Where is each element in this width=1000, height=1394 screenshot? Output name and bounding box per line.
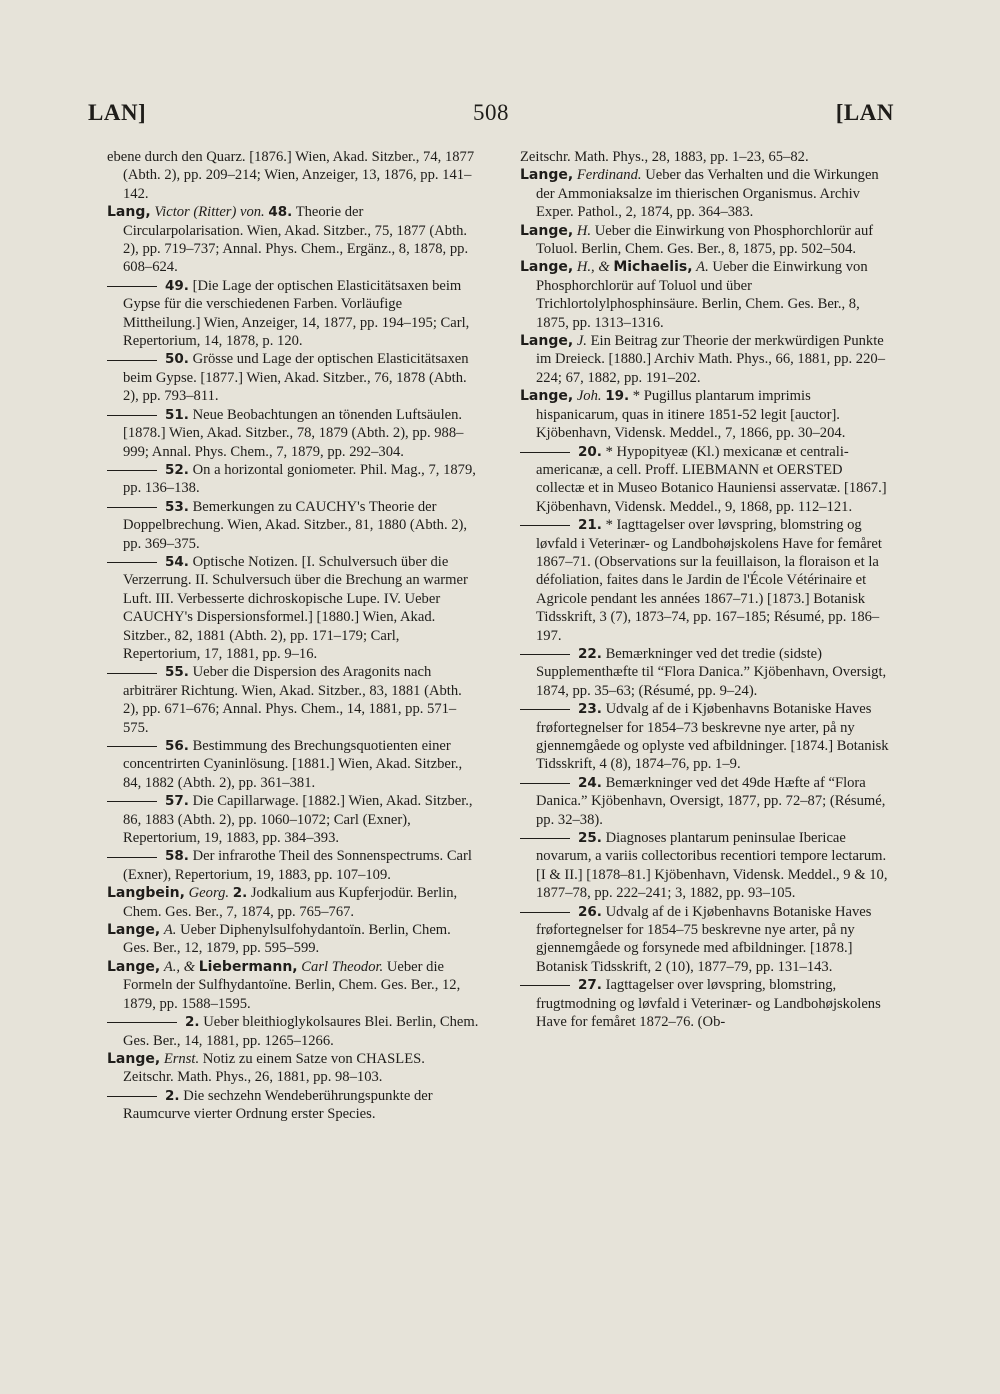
entry-text: Bemærkninger ved det 49de Hæfte af “Flora Danica.” Kjöbenhavn, Oversigt, 1877, pp. 72–87; (Résumé, pp. 32–38).: [536, 774, 886, 828]
ditto-rule: [520, 838, 570, 839]
author-surname: Lange,: [107, 922, 161, 939]
ditto-rule: [520, 452, 570, 453]
author-surname: Lange,: [520, 167, 574, 184]
header-left: LAN]: [88, 100, 147, 125]
ditto-rule: [107, 746, 157, 747]
entry-number: 54.: [165, 553, 189, 570]
bibliography-entry: [520, 332, 892, 387]
bibliography-entry: [520, 774, 892, 829]
ditto-rule: [107, 286, 157, 287]
left-column: [107, 148, 479, 1124]
entry-number: 2.: [165, 1087, 180, 1104]
bibliography-entry: [107, 958, 479, 1013]
ditto-rule: [520, 525, 570, 526]
entry-text: Iagttagelser over løvspring, blomstring, frugtmodning og løvfald i Veterinær- og Landbohøjskolens Have for femåret 1872–76. (Ob-: [536, 977, 881, 1031]
entry-number: 27.: [578, 977, 602, 994]
bibliography-entry: [107, 406, 479, 461]
entry-number: 2.: [185, 1014, 200, 1031]
author-given-name: Ernst.: [163, 1050, 200, 1067]
entry-number: 52.: [165, 461, 189, 478]
entry-text: [Die Lage der optischen Elasticitätsaxen beim Gypse für die verschiedenen Farben. Vorläufige Mittheilung.] Wien, Anzeiger, 14, 1877, pp. 194–195; Carl, Repertorium, 14, 1878, p. 120.: [123, 277, 470, 350]
ditto-rule: [107, 1096, 157, 1097]
entry-text: * Pugillus plantarum imprimis hispanicarum, quas in itinere 1851-52 legit [auctor]. Kjöbenhavn, Vidensk. Meddel., 7, 1866, pp. 30–204.: [536, 388, 846, 442]
bibliography-entry: [107, 921, 479, 958]
bibliography-entry: [107, 737, 479, 792]
entry-text: Ueber die Dispersion des Aragonits nach arbiträrer Richtung. Wien, Akad. Sitzber., 83, 1881 (Abth. 2), pp. 671–676; Annal. Phys. Chem., 14, 1881, pp. 571–575.: [123, 664, 462, 736]
entry-text: Die Capillarwage. [1882.] Wien, Akad. Sitzber., 86, 1883 (Abth. 2), pp. 1060–1072; Carl (Exner), Repertorium, 19, 1883, pp. 384–393.: [123, 793, 473, 847]
bibliography-entry: [520, 516, 892, 645]
bibliography-entry: [107, 1050, 479, 1087]
ditto-rule: [107, 470, 157, 471]
entry-number: 22.: [578, 645, 602, 662]
bibliography-entry: [520, 258, 892, 332]
bibliography-entry: [107, 498, 479, 553]
bibliography-entry: [107, 792, 479, 847]
bibliography-entry: [107, 847, 479, 884]
bibliography-entry: [520, 976, 892, 1031]
author-surname: Lange,: [520, 222, 574, 239]
entry-number: 2.: [232, 885, 248, 902]
entry-number: 57.: [165, 793, 189, 810]
coauthor-surname: Michaelis,: [613, 259, 693, 276]
author-surname: Lange,: [520, 259, 574, 276]
entry-text: Ueber die Einwirkung von Phosphorchlorür auf Toluol. Berlin, Chem. Ges. Ber., 8, 1875, pp. 502–504.: [536, 222, 874, 258]
author-surname: Lange,: [107, 1050, 161, 1067]
entry-number: 50.: [165, 351, 189, 368]
entry-text: Ueber Diphenylsulfohydantoïn. Berlin, Chem. Ges. Ber., 12, 1879, pp. 595–599.: [123, 922, 451, 957]
entry-number: 19.: [605, 388, 630, 405]
bibliography-entry: [520, 148, 892, 166]
bibliography-entry: [520, 443, 892, 517]
bibliography-entry: [107, 350, 479, 405]
entry-text: Bestimmung des Brechungsquotienten einer concentrirten Cyaninlösung. [1881.] Wien, Akad. Sitzber., 84, 1882 (Abth. 2), pp. 361–381.: [123, 738, 463, 791]
bibliography-entry: [107, 663, 479, 737]
coauthor-given-name: A.: [696, 259, 709, 276]
entry-text: Udvalg af de i Kjøbenhavns Botaniske Haves frøfortegnelser for 1854–73 beskrevne nye arter, på ny gjennemgåede og oplyste ved afbildninger. [1874.] Botanisk Tidsskrift, 4 (8), 1874–76, pp. 1–9.: [536, 701, 889, 773]
author-surname: Lange,: [520, 333, 574, 350]
right-column: [520, 148, 892, 1032]
entry-text: Der infrarothe Theil des Sonnenspectrums. Carl (Exner), Repertorium, 19, 1883, pp. 107–109.: [123, 848, 472, 883]
entry-number: 24.: [578, 774, 602, 791]
ditto-rule: [520, 783, 570, 784]
bibliography-entry: [520, 645, 892, 700]
entry-text: Theorie der Circularpolarisation. Wien, Akad. Sitzber., 75, 1877 (Abth. 2), pp. 719–737; Annal. Phys. Chem., Ergänz., 8, 1878, pp. 608–624.: [123, 204, 469, 276]
entry-number: 56.: [165, 738, 189, 754]
entry-text: Ueber die Formeln der Sulfhydantoïne. Berlin, Chem. Ges. Ber., 12, 1879, pp. 1588–1595.: [123, 958, 461, 1012]
entry-number: 20.: [578, 443, 602, 460]
bibliography-entry: [107, 461, 479, 498]
bibliography-entry: [520, 166, 892, 221]
entry-text: Bemærkninger ved det tredie (sidste) Supplementhæfte til “Flora Danica.” Kjöbenhavn, Oversigt, 1874, pp. 35–63; (Résumé, pp. 9–24).: [536, 645, 887, 699]
entry-text: Ueber das Verhalten und die Wirkungen der Ammoniaksalze im thierischen Organismus. Archiv Exper. Pathol., 2, 1874, pp. 364–383.: [536, 167, 879, 221]
author-given-name: J.: [576, 333, 587, 350]
entry-number: 51.: [165, 406, 189, 423]
header-right: [LAN: [835, 100, 894, 125]
author-surname: Lang,: [107, 204, 151, 221]
ditto-rule: [107, 857, 157, 858]
author-given-name: Georg.: [188, 885, 230, 902]
entry-text: Diagnoses plantarum peninsulae Ibericae novarum, a variis collectoribus recentiori tempore lectarum. [I & II.] [1878–81.] Kjöbenhavn, Vidensk. Meddel., 9 & 10, 1877–78, pp. 222–241; 3, 1882, pp. 93–105.: [536, 830, 888, 902]
ditto-rule: [520, 654, 570, 655]
bibliography-entry: [520, 222, 892, 259]
author-given-name: Joh.: [576, 388, 602, 405]
entry-text: On a horizontal goniometer. Phil. Mag., 7, 1879, pp. 136–138.: [123, 461, 476, 497]
bibliography-entry: [107, 148, 479, 203]
ditto-rule: [520, 985, 570, 986]
entry-text: Zeitschr. Math. Phys., 28, 1883, pp. 1–23, 65–82.: [520, 149, 809, 165]
page-number: 508: [473, 100, 509, 125]
entry-text: Notiz zu einem Satze von CHASLES. Zeitschr. Math. Phys., 26, 1881, pp. 98–103.: [123, 1050, 425, 1086]
ditto-rule: [107, 801, 157, 802]
bibliography-entry: [520, 903, 892, 977]
author-given-name: A.: [163, 922, 177, 939]
ditto-rule: [107, 507, 157, 508]
author-given-name: A., &: [163, 958, 196, 975]
ditto-rule: [107, 415, 157, 416]
ditto-rule: [107, 1022, 177, 1023]
entry-text: Ueber bleithioglykolsaures Blei. Berlin, Chem. Ges. Ber., 14, 1881, pp. 1265–1266.: [123, 1014, 479, 1049]
entry-text: * Hypopityeæ (Kl.) mexicanæ et centrali-americanæ, a cell. Proff. LIEBMANN et OERSTED collectæ et in Museo Botanico Hauniensi asservatæ. [1867.] Kjöbenhavn, Vidensk. Meddel., 9, 1868, pp. 112–121.: [536, 443, 887, 515]
author-given-name: Victor (Ritter) von.: [154, 204, 265, 221]
entry-number: 58.: [165, 848, 189, 865]
entry-number: 25.: [578, 830, 602, 847]
entry-number: 48.: [268, 204, 293, 221]
coauthor-surname: Liebermann,: [198, 958, 298, 975]
ditto-rule: [520, 912, 570, 913]
bibliography-entry: [107, 203, 479, 277]
bibliography-entry: [107, 1087, 479, 1124]
entry-text: Bemerkungen zu CAUCHY's Theorie der Doppelbrechung. Wien, Akad. Sitzber., 81, 1880 (Abth. 2), pp. 369–375.: [123, 498, 468, 552]
bibliography-entry: [520, 829, 892, 903]
bibliography-entry: [107, 277, 479, 351]
entry-text: Grösse und Lage der optischen Elasticitätsaxen beim Gypse. [1877.] Wien, Akad. Sitzber., 76, 1878 (Abth. 2), pp. 793–811.: [123, 351, 469, 405]
entry-text: Optische Notizen. [I. Schulversuch über die Verzerrung. II. Schulversuch über die Brechung an warmer Luft. III. Verbesserte dichroskopische Lupe. IV. Ueber CAUCHY's Dispersionsformel.] [1880.] Wien, Akad. Sitzber., 82, 1881 (Abth. 2), pp. 171–179; Carl, Repertorium, 17, 1881, pp. 9–16.: [123, 553, 468, 662]
author-given-name: H., &: [576, 259, 610, 276]
bibliography-entry: [520, 700, 892, 774]
bibliography-entry: [107, 553, 479, 663]
entry-text: Udvalg af de i Kjøbenhavns Botaniske Haves frøfortegnelser for 1854–75 beskrevne nye arter, på ny gjennemgåede og forsynede med afbildninger. [1878.] Botanisk Tidsskrift, 2 (10), 1877–79, pp. 131–143.: [536, 903, 872, 975]
bibliography-entry: [520, 387, 892, 442]
entry-number: 55.: [165, 664, 189, 681]
author-given-name: H.: [576, 222, 592, 239]
author-surname: Lange,: [107, 958, 161, 975]
entry-text: Neue Beobachtungen an tönenden Luftsäulen. [1878.] Wien, Akad. Sitzber., 78, 1879 (Abth. 2), pp. 988–999; Annal. Phys. Chem., 7, 1879, pp. 292–304.: [123, 406, 464, 460]
author-surname: Langbein,: [107, 885, 185, 902]
ditto-rule: [107, 562, 157, 563]
entry-number: 21.: [578, 517, 602, 534]
entry-number: 53.: [165, 498, 189, 515]
ditto-rule: [520, 709, 570, 710]
entry-number: 23.: [578, 701, 602, 718]
entry-text: Ueber die Einwirkung von Phosphorchlorür auf Toluol und über Trichlortolylphosphinsäure. Berlin, Chem. Ges. Ber., 8, 1875, pp. 1313–1316.: [536, 259, 868, 331]
entry-text: Jodkalium aus Kupferjodür. Berlin, Chem. Ges. Ber., 7, 1874, pp. 765–767.: [123, 885, 458, 920]
ditto-rule: [107, 360, 157, 361]
entry-text: * Iagttagelser over løvspring, blomstring og løvfald i Veterinær- og Landbohøjskolens Have for femåret 1867–71. (Observations sur la feuillaison, la floraison et la défoliation, faites dans le Jardin de l'École Vétérinaire et Agricole pendant les années 1867–71.) [1873.] Botanisk Tidsskrift, 3 (7), 1873–74, pp. 167–185; Résumé, pp. 186–197.: [536, 517, 882, 644]
running-header: [88, 100, 894, 134]
entry-text: Die sechzehn Wendeberührungspunkte der Raumcurve vierter Ordnung erster Species.: [123, 1087, 433, 1123]
entry-number: 49.: [165, 277, 189, 294]
author-given-name: Ferdinand.: [576, 167, 642, 184]
ditto-rule: [107, 673, 157, 674]
bibliography-entry: [107, 884, 479, 921]
entry-text: Ein Beitrag zur Theorie der merkwürdigen Punkte im Dreieck. [1880.] Archiv Math. Phys., 66, 1881, pp. 220–224; 67, 1882, pp. 191–202.: [536, 333, 885, 386]
author-surname: Lange,: [520, 388, 574, 405]
bibliography-entry: [107, 1013, 479, 1050]
entry-text: ebene durch den Quarz. [1876.] Wien, Akad. Sitzber., 74, 1877 (Abth. 2), pp. 209–214; Wien, Anzeiger, 13, 1876, pp. 141–142.: [107, 149, 475, 202]
coauthor-given-name: Carl Theodor.: [301, 958, 384, 975]
entry-number: 26.: [578, 903, 602, 920]
